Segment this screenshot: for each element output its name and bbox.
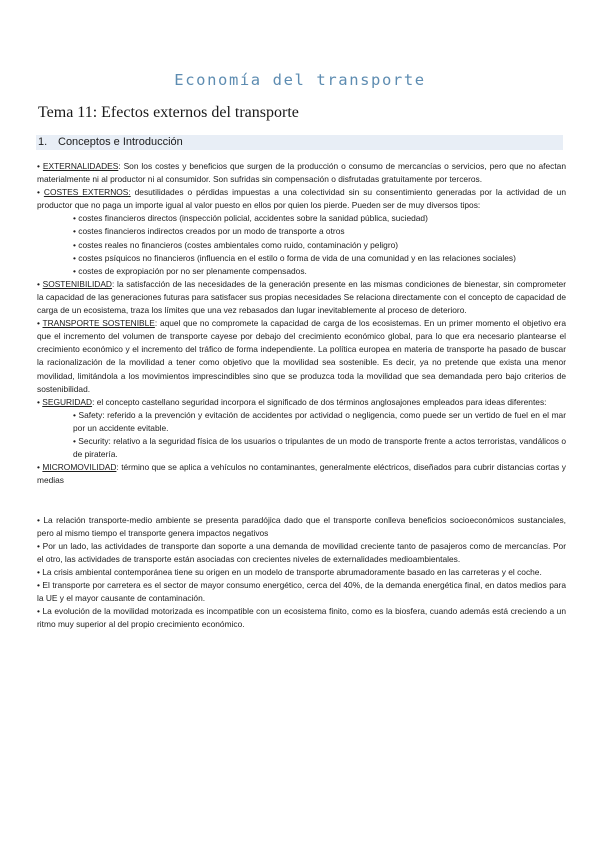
term-label: EXTERNALIDADES	[42, 161, 119, 171]
definition-sostenibilidad: • SOSTENIBILIDAD: la satisfacción de las necesidades de la generación presente en las mismas condiciones de bienestar, sin comprometer la capacidad de las generaciones futuras para satisfacer sus propias necesidades Se relaciona directamente con el concepto de capacidad de carga de un ecosistema, traza los límites que una vez rebasados dan lugar inevitablemente al proceso de deterioro.	[37, 278, 566, 316]
course-title: Economía del transporte	[174, 71, 426, 89]
sub-item: • costes reales no financieros (costes ambientales como ruido, contaminación y peligro)	[73, 239, 399, 250]
paragraph: • Por un lado, las actividades de transporte dan soporte a una demanda de movilidad creciente tanto de pasajeros como de mercancías. Por el otro, las actividades de transporte están asociadas con crecientes niveles de externalidades medioambientales.	[37, 540, 566, 564]
definition-costes-externos: • COSTES EXTERNOS: desutilidades o pérdidas impuestas a una colectividad sin su consentimiento generadas por la actividad de un productor que no paga un importe igual al valor puesto en ellos por quien los pierde. Pueden ser de muy diversos tipos:	[37, 187, 566, 211]
section-title: Conceptos e Introducción	[58, 136, 183, 148]
definition-externalidades: • EXTERNALIDADES: Son los costes y beneficios que surgen de la producción o consumo de mercancías o servicios, pero que no afectan materialmente ni al productor ni al consumidor. Son sufridas sin compensación o disfrutadas gratuitamente por terceros.	[37, 161, 566, 185]
paragraph: • La evolución de la movilidad motorizada es incompatible con un ecosistema finito, como es la biosfera, cuando además está creciendo a un ritmo muy superior al del propio crecimiento económico.	[37, 606, 566, 630]
definition-seguridad: • SEGURIDAD: el concepto castellano seguridad incorpora el significado de dos términos anglosajones empleados para ideas diferentes:	[37, 396, 547, 407]
term-label: TRANSPORTE SOSTENIBLE	[42, 318, 155, 329]
sub-item: • costes financieros directos (inspección policial, accidentes sobre la sanidad pública, suciedad)	[73, 213, 428, 224]
paragraph: • La crisis ambiental contemporánea tiene su origen en un modelo de transporte abrumadoramente basado en las carreteras y el coche.	[37, 566, 542, 577]
section-number: 1.	[38, 136, 48, 148]
spacer	[37, 487, 566, 513]
sub-item: • Security: relativo a la seguridad física de los usuarios o tripulantes de un modo de transporte frente a actos terroristas, vandálicos o de piratería.	[73, 435, 566, 460]
paragraph: • El transporte por carretera es el sector de mayor consumo energético, cerca del 40%, de la demanda energética final, en datos medios para la UE y el mayor causante de contaminación.	[37, 580, 566, 604]
sub-item: • costes psíquicos no financieros (influencia en el estilo o forma de vida de una comunidad y en las relaciones sociales)	[73, 252, 516, 263]
definition-transporte-sostenible: • TRANSPORTE SOSTENIBLE: aquel que no compromete la capacidad de carga de los ecosistemas. En un primer momento el objetivo era que el incremento del volumen de transporte cayese por debajo del crecimiento económico global, para lo que era necesario plantearse el crecimiento económico y el incremento del tráfico de forma independiente. La política europea en materia de transporte ha pasado de buscar la racionalización de la movilidad a tener como objetivo que la movilidad sea sostenible. Es decir, ya no pretende que exista una menor movilidad, limitándola a los movimientos imprescindibles sino que se produzca toda la movilidad que sea demandada pero bajo criterios de sostenibilidad.	[37, 318, 566, 394]
term-label: COSTES EXTERNOS:	[43, 187, 131, 198]
term-label: SEGURIDAD	[42, 396, 93, 407]
sub-item: • Safety: referido a la prevención y evitación de accidentes por actividad o negligencia, como puede ser un vertido de fuel en el mar por un accidente evitable.	[73, 409, 566, 433]
definition-micromovilidad: • MICROMOVILIDAD: término que se aplica a vehículos no contaminantes, generalmente eléctricos, diseñados para cubrir distancias cortas y medias	[37, 462, 566, 486]
term-label: SOSTENIBILIDAD	[42, 278, 112, 289]
sub-item: • costes de expropiación por no ser plenamente compensados.	[73, 265, 307, 276]
topic-title: Tema 11: Efectos externos del transporte	[38, 104, 299, 121]
term-label: MICROMOVILIDAD	[42, 462, 117, 473]
document-body	[37, 160, 566, 631]
sub-item: • costes financieros indirectos creados por un modo de transporte a otros	[73, 226, 345, 237]
paragraph: • La relación transporte-medio ambiente se presenta paradójica dado que el transporte conlleva beneficios socioeconómicos sustanciales, pero al mismo tiempo el transporte genera impactos negativos	[37, 514, 566, 538]
